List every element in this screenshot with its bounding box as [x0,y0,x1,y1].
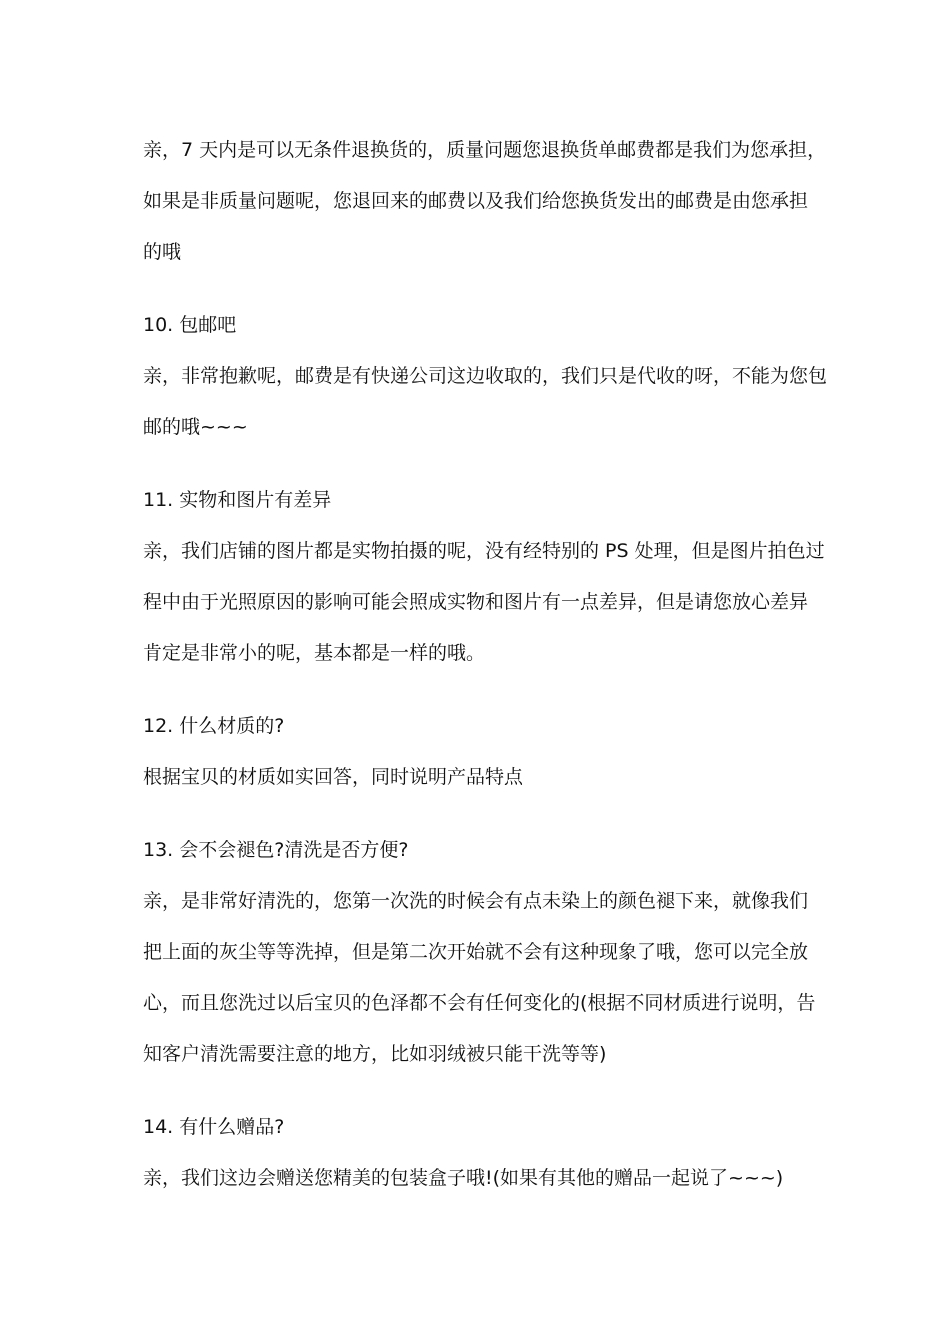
answer-line: 程中由于光照原因的影响可能会照成实物和图片有一点差异，但是请您放心差异 [143,591,809,613]
question-heading: 14. 有什么赠品? [143,1116,285,1138]
answer-line: 知客户清洗需要注意的地方，比如羽绒被只能干洗等等) [143,1043,607,1065]
intro-paragraph [143,125,827,278]
question-heading: 13. 会不会褪色?清洗是否方便? [143,839,409,861]
qa-item-11 [143,475,825,679]
answer-line: 心，而且您洗过以后宝贝的色泽都不会有任何变化的(根据不同材质进行说明，告 [143,992,816,1014]
question-heading: 12. 什么材质的? [143,715,285,737]
qa-item-12 [143,701,813,803]
answer-line: 亲，非常抱歉呢，邮费是有快递公司这边收取的，我们只是代收的呀，不能为您包 [143,365,828,387]
answer-line: 根据宝贝的材质如实回答，同时说明产品特点 [143,766,524,788]
intro-line: 如果是非质量问题呢，您退回来的邮费以及我们给您换货发出的邮费是由您承担 [143,190,809,212]
intro-line: 亲，7 天内是可以无条件退换货的，质量问题您退换货单邮费都是我们为您承担， [143,139,827,161]
answer-line: 亲，我们这边会赠送您精美的包装盒子哦!(如果有其他的赠品一起说了~~~) [143,1167,784,1189]
qa-item-14 [143,1102,813,1204]
answer-line: 邮的哦~~~ [143,416,248,438]
qa-item-13 [143,825,816,1080]
intro-line: 的哦 [143,241,182,263]
qa-item-10 [143,300,828,453]
question-heading: 10. 包邮吧 [143,314,237,336]
question-heading: 11. 实物和图片有差异 [143,489,332,511]
answer-line: 把上面的灰尘等等洗掉，但是第二次开始就不会有这种现象了哦，您可以完全放 [143,941,809,963]
answer-line: 肯定是非常小的呢，基本都是一样的哦。 [143,642,486,664]
document-page [143,125,828,1204]
answer-line: 亲，是非常好清洗的，您第一次洗的时候会有点未染上的颜色褪下来，就像我们 [143,890,809,912]
answer-line: 亲，我们店铺的图片都是实物拍摄的呢，没有经特别的 PS 处理，但是图片拍色过 [143,540,825,562]
